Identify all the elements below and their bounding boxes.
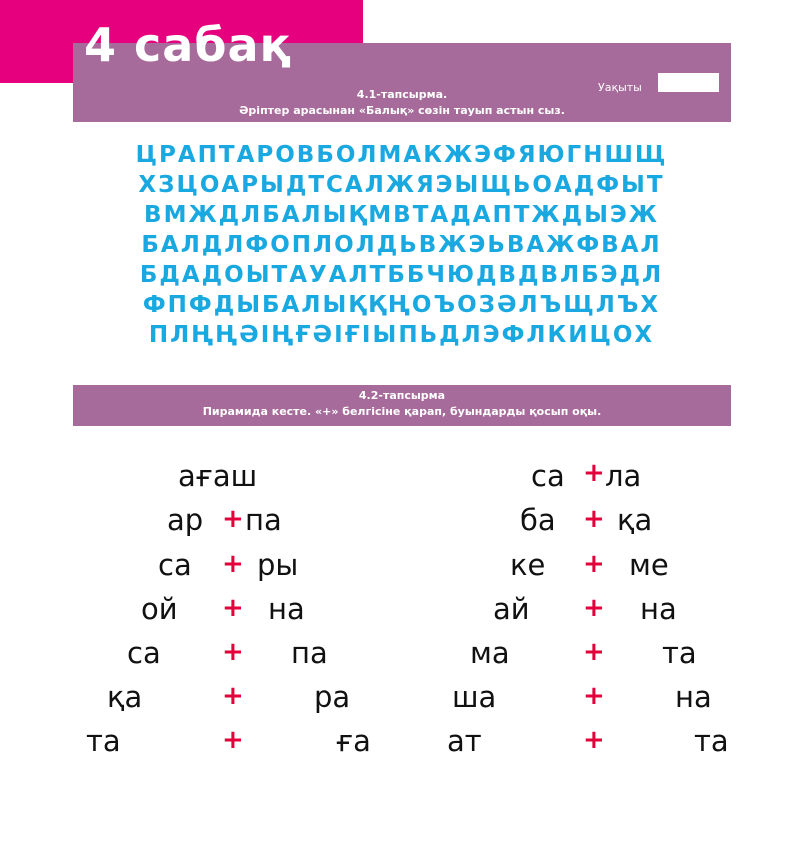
task1-title: 4.1-тапсырма. [356,88,448,101]
left-syllable-a-1: ағаш [178,459,258,493]
letter-row: БДАДОЫТАУАЛТББЧЮДВДВЛБЭДЛ [139,262,664,288]
plus-sign: + [583,637,605,667]
left-syllable-b-5: па [291,636,328,670]
letter-row: ХЗЦОАРЫДТСАЛЖЯЭЫЩЬОАДФЫТ [138,172,665,198]
plus-sign: + [583,593,605,623]
plus-sign: + [583,681,605,711]
letter-row: ЦРАПТАРОВБОЛМАКЖЭФЯЮГНШЩ [135,142,668,168]
right-syllable-b-4: на [640,592,677,626]
left-syllable-a-5: са [127,636,161,670]
right-syllable-b-3: ме [629,548,669,582]
right-syllable-a-4: ай [493,592,530,626]
right-syllable-a-5: ма [470,636,510,670]
task2-instruction: Пирамида кесте. «+» белгісіне қарап, буындарды қосып оқы. [202,405,602,418]
plus-sign: + [222,725,244,755]
right-syllable-a-6: ша [452,680,497,714]
right-syllable-a-3: ке [510,548,546,582]
letter-row: ВМЖДЛБАЛЫҚМВТАДАПТЖДЫЭЖ [144,202,659,228]
letter-grid [60,140,743,350]
letter-row: ФПФДЫБАЛЫҚҚҢОЪОЗӘЛЪЩЛЪХ [142,292,661,318]
right-syllable-a-2: ба [520,503,556,537]
left-syllable-a-2: ар [167,503,204,537]
letter-row: БАЛДЛФОПЛОЛДЬВЖЭЬВАЖФВАЛ [141,232,662,258]
letter-row: ПЛҢҢӘІҢҒӘІҒІЫПЬДЛЭФЛКИЦОХ [148,322,655,348]
left-syllable-a-7: та [86,724,121,758]
left-syllable-a-4: ой [141,592,178,626]
plus-sign: + [583,504,605,534]
task1-instruction: Әріптер арасынан «Балық» сөзін тауып астын сыз. [239,104,565,117]
plus-sign: + [583,725,605,755]
plus-sign: + [222,549,244,579]
right-syllable-b-1: ла [605,459,642,493]
left-syllable-a-3: са [158,548,192,582]
left-syllable-b-7: ға [336,724,371,758]
right-syllable-a-7: ат [447,724,482,758]
right-syllable-b-7: та [694,724,729,758]
plus-sign: + [222,593,244,623]
plus-sign: + [222,504,244,534]
right-syllable-b-6: на [675,680,712,714]
time-label: Уақыты [598,81,642,94]
left-syllable-b-3: ры [257,548,299,582]
task2-title: 4.2-тапсырма [358,389,446,402]
right-syllable-a-1: са [531,459,565,493]
left-syllable-a-6: қа [107,680,143,714]
lesson-title: 4 сабақ [84,18,292,72]
right-syllable-b-2: қа [617,503,653,537]
plus-sign: + [222,637,244,667]
left-syllable-b-4: на [268,592,305,626]
left-syllable-b-2: па [245,503,282,537]
plus-sign: + [583,458,605,488]
right-syllable-b-5: та [662,636,697,670]
left-syllable-b-6: ра [314,680,351,714]
plus-sign: + [583,549,605,579]
plus-sign: + [222,681,244,711]
